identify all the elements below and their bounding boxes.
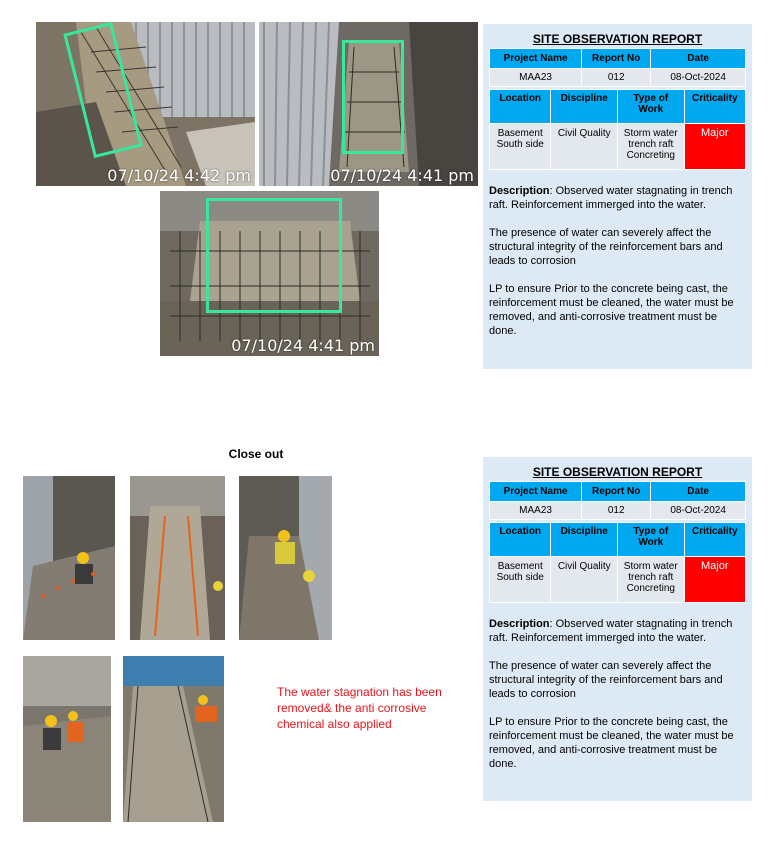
closeout-photo-2 — [130, 476, 225, 640]
description-paragraph-2: The presence of water can severely affect the structural integrity of the reinforcement bars and leads to corrosion — [489, 227, 723, 267]
header-location: Location — [490, 523, 551, 557]
value-project-name: MAA23 — [490, 69, 582, 87]
description-text: : Observed water stagnating in trench raft. Reinforcement immerged into the water. — [489, 618, 733, 644]
header-criticality: Criticality — [684, 523, 745, 557]
header-type-of-work: Type of Work — [617, 90, 684, 124]
site-observation-report-bottom — [483, 457, 752, 801]
report-description — [489, 184, 746, 338]
observation-photo-3 — [160, 191, 379, 356]
header-report-no: Report No — [582, 49, 651, 69]
closeout-title: Close out — [228, 447, 284, 461]
closeout-photo-5-image — [123, 656, 224, 822]
value-criticality: Major — [684, 557, 745, 603]
header-project-name: Project Name — [490, 482, 582, 502]
value-discipline: Civil Quality — [551, 124, 618, 170]
header-project-name: Project Name — [490, 49, 582, 69]
closeout-photo-3-image — [239, 476, 332, 640]
description-text: : Observed water stagnating in trench raft. Reinforcement immerged into the water. — [489, 185, 733, 211]
report-info-table — [489, 481, 746, 520]
report-title: SITE OBSERVATION REPORT — [532, 465, 703, 479]
description-paragraph-3: LP to ensure Prior to the concrete being cast, the reinforcement must be cleaned, the water must be removed, and anti-corrosive treatment must be done. — [489, 716, 734, 770]
report-info-table — [489, 48, 746, 87]
value-discipline: Civil Quality — [551, 557, 618, 603]
report-details-table — [489, 522, 746, 603]
observation-photo-2 — [259, 22, 478, 186]
value-location: Basement South side — [490, 124, 551, 170]
closeout-photo-3 — [239, 476, 332, 640]
closeout-photo-2-image — [130, 476, 225, 640]
value-report-no: 012 — [582, 502, 651, 520]
value-date: 08-Oct-2024 — [651, 69, 746, 87]
description-paragraph-2: The presence of water can severely affect the structural integrity of the reinforcement bars and leads to corrosion — [489, 660, 723, 700]
header-type-of-work: Type of Work — [617, 523, 684, 557]
closeout-photo-4 — [23, 656, 111, 822]
highlight-box — [206, 198, 342, 313]
value-project-name: MAA23 — [490, 502, 582, 520]
photo-timestamp: 07/10/24 4:41 pm — [231, 336, 375, 355]
value-criticality: Major — [684, 124, 745, 170]
value-type-of-work: Storm water trench raft Concreting — [617, 557, 684, 603]
value-location: Basement South side — [490, 557, 551, 603]
closeout-photo-1-image — [23, 476, 115, 640]
highlight-box — [342, 40, 404, 154]
header-date: Date — [651, 49, 746, 69]
header-location: Location — [490, 90, 551, 124]
report-details-table — [489, 89, 746, 170]
photo-timestamp: 07/10/24 4:41 pm — [330, 166, 474, 185]
description-label: Description — [489, 185, 550, 197]
header-discipline: Discipline — [551, 523, 618, 557]
photo-timestamp: 07/10/24 4:42 pm — [107, 166, 251, 185]
description-label: Description — [489, 618, 550, 630]
site-observation-report-top — [483, 24, 752, 369]
header-criticality: Criticality — [684, 90, 745, 124]
closeout-photo-1 — [23, 476, 115, 640]
closeout-photo-4-image — [23, 656, 111, 822]
value-type-of-work: Storm water trench raft Concreting — [617, 124, 684, 170]
description-paragraph-3: LP to ensure Prior to the concrete being cast, the reinforcement must be cleaned, the water must be removed, and anti-corrosive treatment must be done. — [489, 283, 734, 337]
value-report-no: 012 — [582, 69, 651, 87]
header-discipline: Discipline — [551, 90, 618, 124]
closeout-note: The water stagnation has been removed& the anti corrosive chemical also applied — [277, 685, 442, 731]
value-date: 08-Oct-2024 — [651, 502, 746, 520]
report-description — [489, 617, 746, 771]
observation-photo-1 — [36, 22, 255, 186]
header-date: Date — [651, 482, 746, 502]
closeout-photo-5 — [123, 656, 224, 822]
header-report-no: Report No — [582, 482, 651, 502]
report-title: SITE OBSERVATION REPORT — [532, 32, 703, 46]
